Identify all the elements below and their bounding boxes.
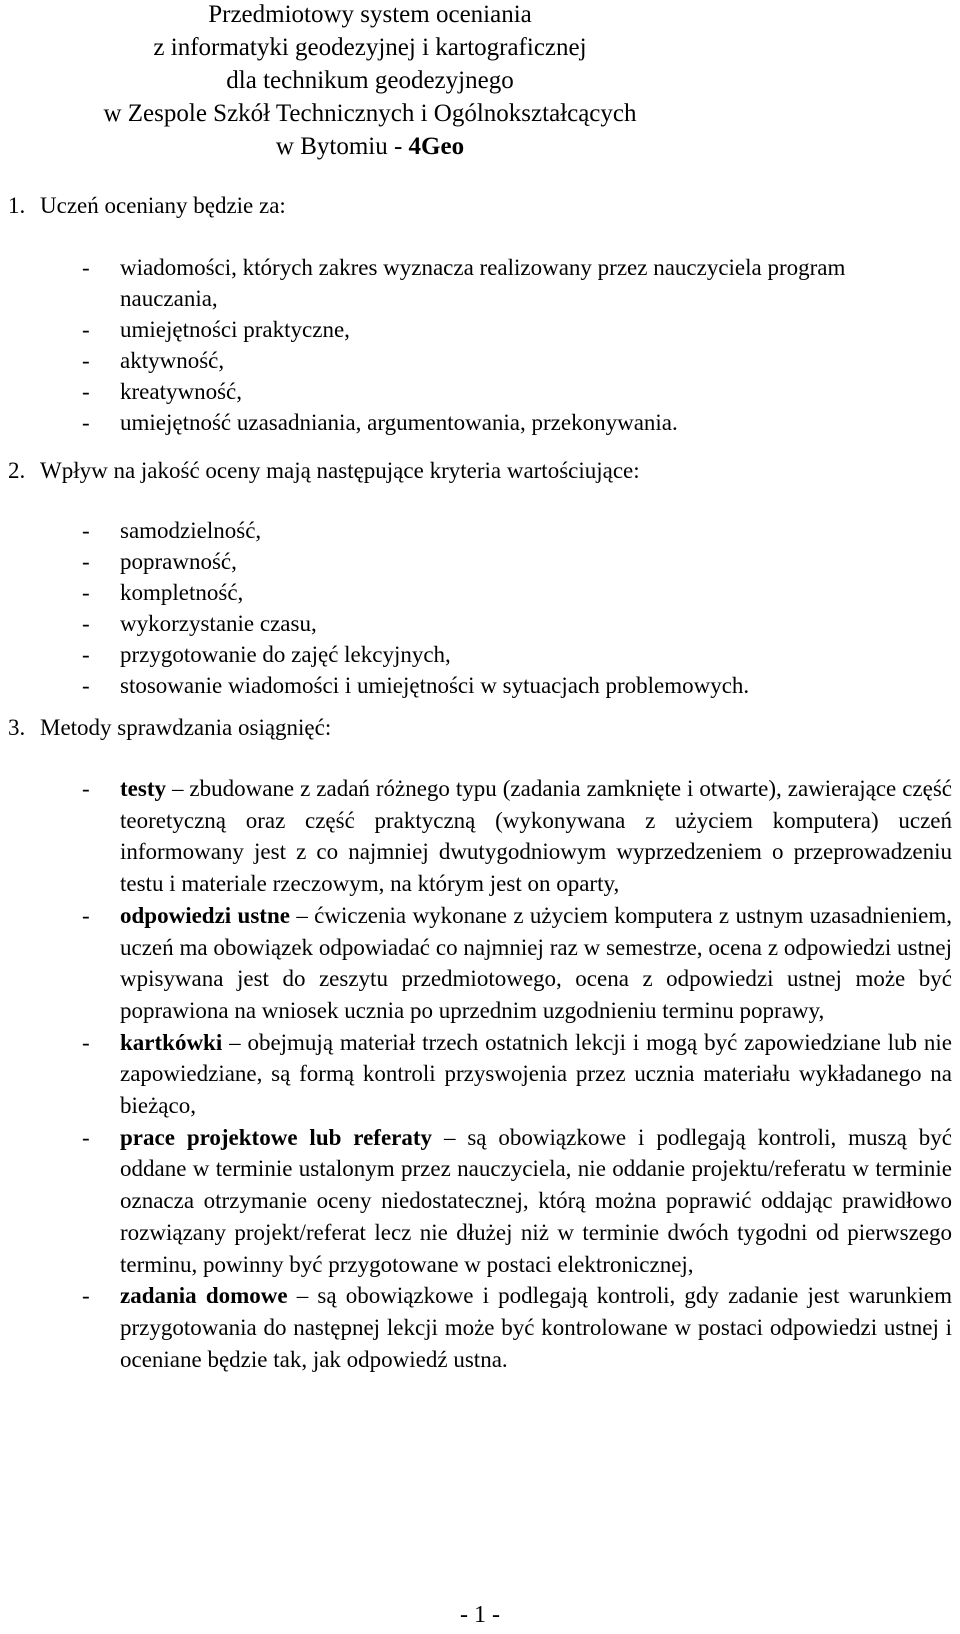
list-item: - samodzielność, (82, 518, 262, 543)
list-item-text: samodzielność, (120, 518, 262, 543)
title-line-5-bold: 4Geo (408, 133, 465, 160)
list-item-text: poprawność, (120, 549, 237, 574)
section-2-number: 2. (8, 458, 26, 483)
title-line-4: w Zespole Szkół Technicznych i Ogólnokształcących (103, 100, 637, 127)
list-item: - wykorzystanie czasu, (82, 611, 317, 636)
list-item-text: – zbudowane z zadań różnego typu (zadania zamknięte i otwarte), zawierające część teoretyczną oraz część praktyczną (wykonywana z użyciem komputera) uczeń informowany jest z co najmniej dwutygodniowym wyprzedzeniem o przeprowadzeniu testu i materiale rzeczowym, na którym jest on oparty, (120, 776, 952, 897)
list-item-text: – obejmują materiał trzech ostatnich lekcji i mogą być zapowiedziane lub nie zapowiedziane, są formą kontroli przyswojenia przez ucznia materiału wykładanego na bieżąco, (120, 1029, 952, 1119)
list-item-text: – są obowiązkowe i podlegają kontroli, gdy zadanie jest warunkiem przygotowania do następnej lekcji może być kontrolowane w postaci odpowiedzi ustnej i oceniane będzie tak, jak odpowiedź ustna. (120, 1283, 953, 1372)
section-1-number: 1. (8, 193, 26, 218)
section-3-number: 3. (8, 715, 26, 740)
list-item-continuation (68, 283, 952, 314)
section-2-list (68, 515, 952, 701)
title-line-3: dla technikum geodezyjnego (226, 67, 514, 94)
list-item-term: zadania domowe (120, 1283, 288, 1309)
list-item-text: umiejętność uzasadniania, argumentowania, przekonywania. (120, 410, 678, 435)
section-2-heading (8, 458, 640, 484)
section-1-title: Uczeń oceniany będzie za: (40, 193, 286, 218)
list-item-term: kartkówki (120, 1029, 223, 1055)
section-3-list (68, 773, 952, 1375)
section-3-heading (8, 715, 331, 741)
list-item: - umiejętności praktyczne, (82, 317, 350, 342)
list-item: - kreatywność, (82, 379, 242, 404)
list-item: - kartkówki – obejmują materiał trzech ostatnich lekcji i mogą być zapowiedziane lub nie zapowiedziane, są formą kontroli przyswojenia przez ucznia materiału wykładanego na bieżąco, (82, 1029, 952, 1119)
list-item: - odpowiedzi ustne – ćwiczenia wykonane z użyciem komputera z ustnym uzasadnieniem, uczeń ma obowiązek odpowiadać co najmniej raz w semestrze, ocena z odpowiedzi ustnej wpisywana jest do zeszytu przedmiotowego, ocena z odpowiedzi ustnej może być poprawiona na wniosek ucznia po uprzednim uzgodnieniu terminu poprawy, (82, 902, 952, 1023)
list-item-text: – są obowiązkowe i podlegają kontroli, muszą być oddane w terminie ustalonym przez nauczyciela, nie oddanie projektu/referatu w terminie oznacza otrzymanie oceny niedostatecznej, którą można poprawić oddając prawidłowo rozwiązany projekt/referat lecz nie dłużej niż w terminie dwóch tygodni od pierwszego terminu, powinny być przygotowane w postaci elektronicznej, (120, 1124, 952, 1277)
list-item-text: aktywność, (120, 348, 225, 373)
list-item: - aktywność, (82, 348, 225, 373)
list-item-text: umiejętności praktyczne, (120, 317, 350, 342)
section-3-title: Metody sprawdzania osiągnięć: (40, 715, 332, 740)
list-item: - prace projektowe lub referaty – są obowiązkowe i podlegają kontroli, muszą być oddane w terminie ustalonym przez nauczyciela, nie oddanie projektu/referatu w terminie oznacza otrzymanie oceny niedostatecznej, którą można poprawić oddając prawidłowo rozwiązany projekt/referat lecz nie dłużej niż w terminie dwóch tygodni od pierwszego terminu, powinny być przygotowane w postaci elektronicznej, (82, 1124, 952, 1277)
list-item-text: wykorzystanie czasu, (120, 611, 317, 636)
list-item-text: stosowanie wiadomości i umiejętności w sytuacjach problemowych. (120, 673, 750, 698)
document-title (30, 0, 710, 163)
section-2-title: Wpływ na jakość oceny mają następujące kryteria wartościujące: (40, 458, 640, 483)
list-item: - kompletność, (82, 580, 244, 605)
list-item-term: odpowiedzi ustne (120, 902, 290, 928)
title-line-5 (30, 130, 710, 163)
list-item-text: wiadomości, których zakres wyznacza realizowany przez nauczyciela program (120, 255, 846, 280)
list-item-term: testy (120, 776, 166, 801)
list-item: - zadania domowe – są obowiązkowe i podlegają kontroli, gdy zadanie jest warunkiem przygotowania do następnej lekcji może być kontrolowane w postaci odpowiedzi ustnej i oceniane będzie tak, jak odpowiedź ustna. (82, 1283, 953, 1372)
section-1-heading (8, 193, 286, 219)
list-item: - poprawność, (82, 549, 237, 574)
list-item-text: kreatywność, (120, 379, 242, 404)
list-item-text: kompletność, (120, 580, 244, 605)
list-item-text: przygotowanie do zajęć lekcyjnych, (120, 642, 451, 667)
list-item-term: prace projektowe lub referaty (120, 1124, 433, 1150)
list-item: - stosowanie wiadomości i umiejętności w sytuacjach problemowych. (82, 673, 750, 698)
list-item-continuation-text: nauczania, (120, 286, 218, 311)
list-item: - przygotowanie do zajęć lekcyjnych, (82, 642, 451, 667)
list-item: - umiejętność uzasadniania, argumentowania, przekonywania. (82, 410, 678, 435)
title-line-2: z informatyki geodezyjnej i kartograficznej (153, 34, 587, 61)
list-item: - testy – zbudowane z zadań różnego typu (zadania zamknięte i otwarte), zawierające część teoretyczną oraz część praktyczną (wykonywana z użyciem komputera) uczeń informowany jest z co najmniej dwutygodniowym wyprzedzeniem o przeprowadzeniu testu i materiale rzeczowym, na którym jest on oparty, (82, 776, 952, 897)
list-item: - wiadomości, których zakres wyznacza realizowany przez nauczyciela program (82, 255, 846, 280)
section-1-list (68, 252, 952, 438)
page-number: - 1 - (460, 1602, 500, 1628)
title-line-5-text: w Bytomiu - (275, 133, 409, 160)
list-item-text: – ćwiczenia wykonane z użyciem komputera z ustnym uzasadnieniem, uczeń ma obowiązek odpowiadać co najmniej raz w semestrze, ocena z odpowiedzi ustnej wpisywana jest do zeszytu przedmiotowego, ocena z odpowiedzi ustnej może być poprawiona na wniosek ucznia po uprzednim uzgodnieniu terminu poprawy, (120, 902, 952, 1023)
title-line-1: Przedmiotowy system oceniania (208, 1, 532, 28)
